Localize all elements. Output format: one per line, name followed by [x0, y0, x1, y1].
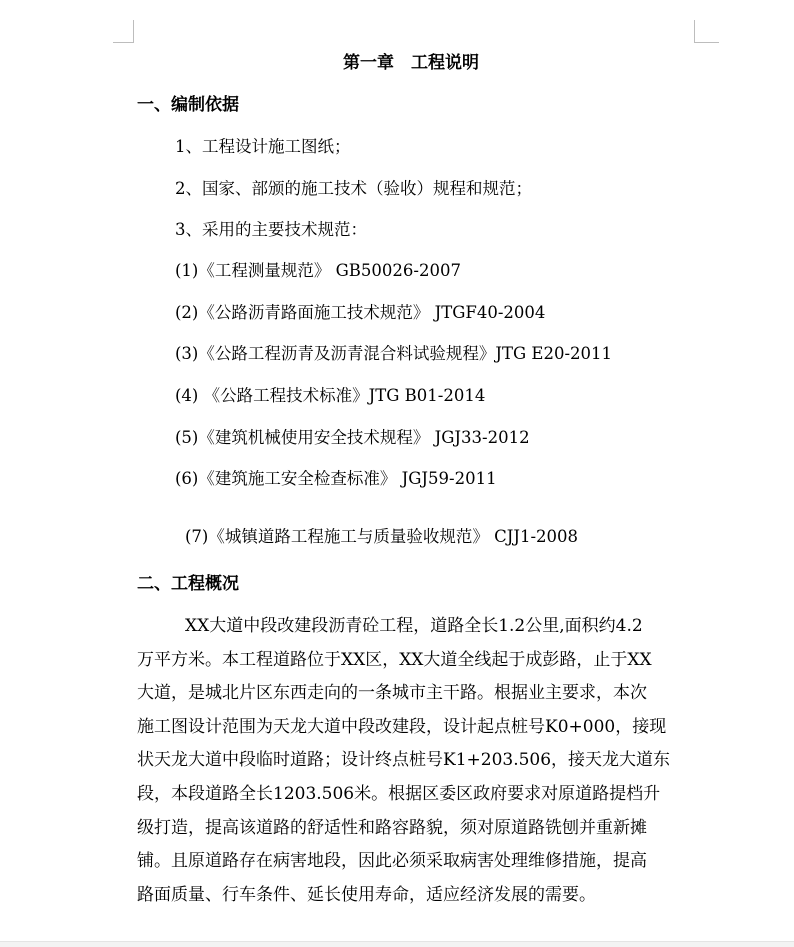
basis-item-1: 1、工程设计施工图纸；: [175, 137, 351, 156]
paragraph-line: 万平方米。本工程道路位于XX区，XX大道全线起于成彭路，止于XX: [137, 649, 652, 670]
paragraph-line: 路面质量、行车条件、延长使用寿命，适应经济发展的需要。: [137, 884, 596, 905]
margin-corner-top-right: [694, 20, 719, 43]
standard-item: (2)《公路沥青路面施工技术规范》 JTGF40-2004: [175, 303, 546, 322]
standard-item: (6)《建筑施工安全检查标准》 JGJ59-2011: [175, 469, 497, 488]
paragraph-line: 段，本段道路全长1203.506米。根据区委区政府要求对原道路提档升: [137, 783, 661, 804]
standard-item: (3)《公路工程沥青及沥青混合料试验规程》JTG E20-2011: [175, 344, 613, 363]
paragraph-line: 铺。且原道路存在病害地段，因此必须采取病害处理维修措施，提高: [137, 851, 647, 872]
basis-item-3: 3、采用的主要技术规范：: [175, 220, 367, 239]
page-bottom-edge: [0, 941, 794, 947]
standard-item: (7)《城镇道路工程施工与质量验收规范》 CJJ1-2008: [185, 527, 579, 546]
standard-item: (1)《工程测量规范》 GB50026-2007: [175, 261, 461, 280]
chapter-title: 第一章 工程说明: [343, 53, 479, 73]
section-heading-overview: 二、工程概况: [137, 574, 239, 594]
paragraph-line: 级打造，提高该道路的舒适性和路容路貌，须对原道路铣刨并重新摊: [137, 817, 647, 838]
paragraph-line: 大道，是城北片区东西走向的一条城市主干路。根据业主要求，本次: [137, 683, 647, 704]
standard-item: (4) 《公路工程技术标准》JTG B01-2014: [175, 386, 486, 405]
paragraph-line: XX大道中段改建段沥青砼工程，道路全长1.2公里,面积约4.2: [185, 616, 643, 636]
section-heading-basis: 一、编制依据: [137, 95, 239, 115]
paragraph-line: 施工图设计范围为天龙大道中段改建段，设计起点桩号K0+000，接现: [137, 716, 667, 737]
paragraph-line: 状天龙大道中段临时道路；设计终点桩号K1+203.506，接天龙大道东: [137, 750, 671, 771]
standard-item: (5)《建筑机械使用安全技术规程》 JGJ33-2012: [175, 428, 530, 447]
overview-paragraph: [137, 610, 697, 912]
basis-item-2: 2、国家、部颁的施工技术（验收）规程和规范；: [175, 179, 532, 198]
margin-corner-top-left: [113, 20, 134, 43]
